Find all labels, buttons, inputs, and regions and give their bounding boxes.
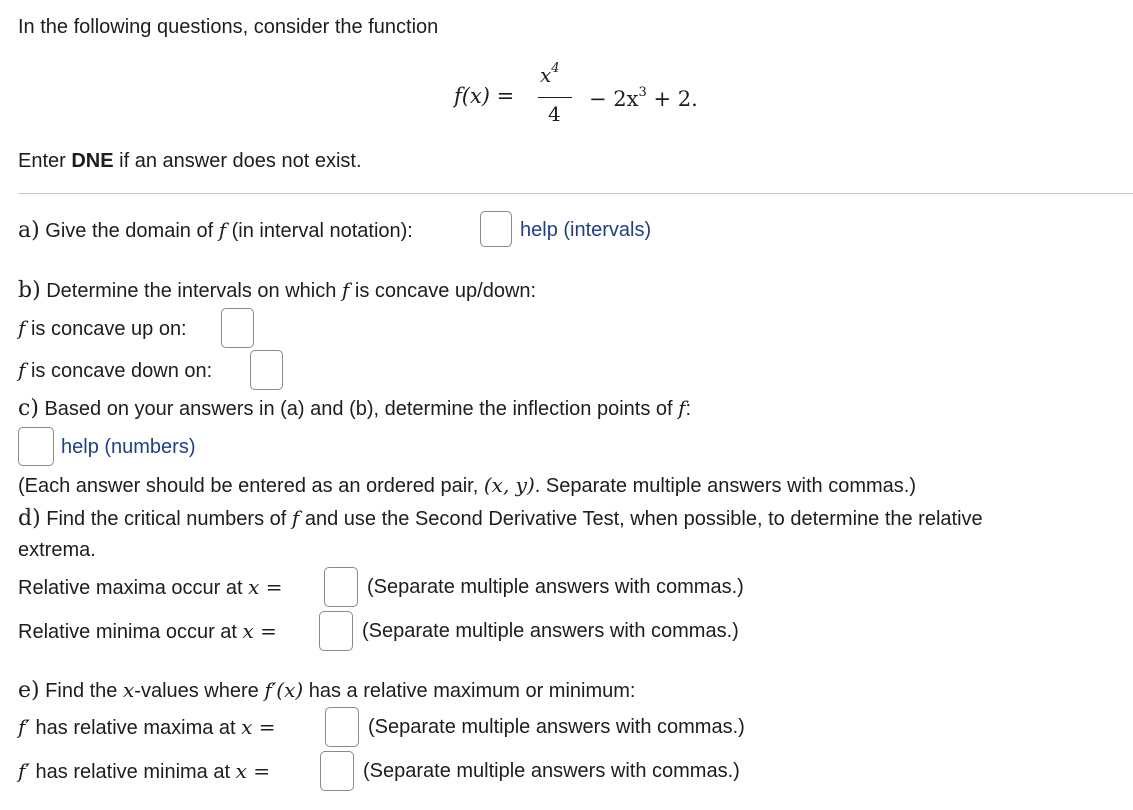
part-d-text-post: and use the Second Derivative Test, when possible, to determine the relative — [299, 508, 983, 530]
fp-min-label — [18, 761, 270, 782]
part-c-f: f — [678, 396, 686, 420]
rel-min-label — [18, 621, 277, 642]
formula-lhs — [454, 86, 514, 107]
formula-denominator: 4 — [548, 102, 561, 126]
part-b-text-pre: Determine the intervals on which — [40, 280, 342, 302]
part-a-f: f — [218, 218, 227, 242]
part-c-prompt — [18, 398, 691, 420]
concave-down-text: is concave down on: — [25, 360, 213, 382]
part-e-text-post: has a relative maximum or minimum: — [303, 680, 636, 702]
concave-up-input[interactable] — [221, 308, 254, 348]
part-b-f: f — [341, 278, 350, 302]
part-e-fpx: f′(x) — [264, 678, 304, 702]
rel-max-text: Relative maxima occur at — [18, 577, 249, 599]
formula-num-exp: 4 — [551, 61, 560, 76]
part-c-note — [18, 475, 916, 496]
intro-text: In the following questions, consider the function — [18, 16, 439, 38]
part-d-prompt — [18, 508, 983, 530]
part-b-prompt — [18, 280, 536, 302]
part-a-text-pre: Give the domain of — [39, 220, 219, 242]
formula-num-base: x — [540, 63, 552, 87]
fp-max-fp: f′ — [18, 715, 30, 739]
concave-up-label — [18, 318, 187, 339]
concave-down-f: f — [18, 358, 26, 382]
dne-bold: DNE — [71, 150, 114, 172]
formula-rest — [589, 86, 698, 110]
fp-min-text: has relative minima at — [29, 761, 236, 783]
part-e-letter: e) — [18, 678, 40, 703]
help-intervals-link[interactable]: help (intervals) — [520, 219, 652, 241]
divider — [18, 193, 1133, 194]
rel-max-x-eq: x = — [248, 575, 283, 599]
dne-pre: Enter — [18, 150, 72, 172]
relative-minima-input[interactable] — [319, 611, 353, 651]
part-d-prompt-line2: extrema. — [18, 539, 96, 561]
rel-min-sep-note: (Separate multiple answers with commas.) — [362, 620, 739, 642]
part-d-text-pre: Find the critical numbers of — [40, 508, 292, 530]
concave-up-text: is concave up on: — [25, 318, 187, 340]
part-a-text-post: (in interval notation): — [226, 220, 413, 242]
formula-rest-a: − 2x — [589, 87, 639, 111]
formula-rest-exp: 3 — [638, 85, 647, 100]
part-c-note-post: . Separate multiple answers with commas.) — [534, 475, 917, 497]
part-c-note-pre: (Each answer should be entered as an ordered pair, — [18, 475, 484, 497]
part-e-prompt — [18, 680, 635, 702]
concave-down-label — [18, 360, 212, 381]
fprime-minima-input[interactable] — [320, 751, 354, 791]
fp-max-x-eq: x = — [241, 715, 276, 739]
part-d-letter: d) — [18, 506, 41, 531]
part-c-letter: c) — [18, 396, 39, 421]
concave-down-input[interactable] — [250, 350, 283, 390]
fp-min-x-eq: x = — [235, 759, 270, 783]
part-a-letter: a) — [18, 218, 40, 243]
fp-min-sep-note: (Separate multiple answers with commas.) — [363, 760, 740, 782]
part-e-text-pre: Find the — [39, 680, 123, 702]
rel-min-x-eq: x = — [242, 619, 277, 643]
part-b-text-post: is concave up/down: — [349, 280, 537, 302]
inflection-points-input[interactable] — [18, 427, 54, 466]
fp-max-text: has relative maxima at — [29, 717, 242, 739]
fp-min-fp: f′ — [18, 759, 30, 783]
help-numbers-link[interactable]: help (numbers) — [61, 436, 196, 458]
domain-input[interactable] — [480, 211, 512, 247]
dne-post: if an answer does not exist. — [113, 150, 362, 172]
part-d-f: f — [291, 506, 300, 530]
part-c-note-math: (x, y) — [483, 473, 535, 497]
fprime-maxima-input[interactable] — [325, 707, 359, 747]
concave-up-f: f — [18, 316, 26, 340]
formula-rest-b: + 2. — [646, 87, 698, 111]
rel-max-sep-note: (Separate multiple answers with commas.) — [367, 576, 744, 598]
rel-max-label — [18, 577, 282, 598]
part-a-prompt — [18, 220, 413, 242]
part-c-text-pre: Based on your answers in (a) and (b), determine the inflection points of — [38, 398, 679, 420]
dne-note — [18, 151, 362, 171]
formula-lhs-text: f(x) = — [454, 84, 515, 108]
part-c-colon: : — [685, 398, 692, 420]
fp-max-label — [18, 717, 276, 738]
part-e-x: x — [123, 678, 135, 702]
part-e-text-mid: -values where — [134, 680, 265, 702]
fp-max-sep-note: (Separate multiple answers with commas.) — [368, 716, 745, 738]
formula-numerator — [540, 62, 560, 85]
part-b-letter: b) — [18, 278, 41, 303]
formula-fraction-bar — [538, 97, 572, 98]
rel-min-text: Relative minima occur at — [18, 621, 243, 643]
relative-maxima-input[interactable] — [324, 567, 358, 607]
